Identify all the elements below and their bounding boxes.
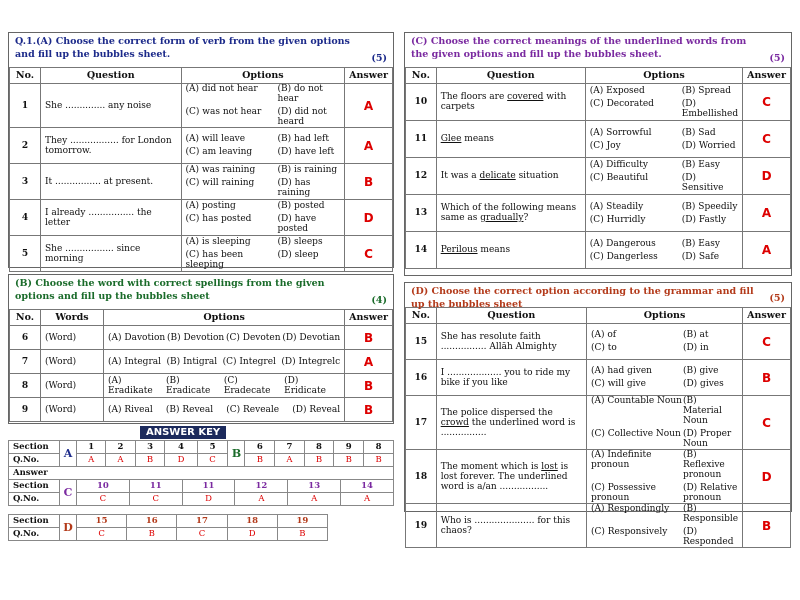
col-words: Words [41,310,104,326]
answer-letter: D [743,450,791,504]
row-number: 2 [10,128,41,164]
col-no: No. [10,68,41,84]
question-text: She .............. any noise [41,84,182,128]
option-a: (A) Countable Noun [590,396,682,406]
row-number: 12 [406,158,437,195]
answer-letter: C [743,121,791,158]
col-options: Options [104,310,345,326]
question-post: is lost forever. The underlined word is a/an ................. [440,461,569,492]
option-a: (A) is sleeping [185,237,251,247]
table-row [10,236,393,272]
section-b-title: (B) Choose the word with correct spellings from the given options and fill up the bubbles sheet (4) [15,278,387,306]
row-number: 8 [10,374,41,398]
option-b: (B) Devotion [166,332,225,343]
row-number: 1 [10,84,41,128]
table-row [10,128,393,164]
answer-letter: B [345,398,393,422]
section-c-marks: (5) [769,53,785,64]
row-number: 9 [10,398,41,422]
question-post: ? [523,213,529,223]
question-text [436,360,586,396]
table-row [406,158,791,195]
options-cell [585,84,742,121]
option-d: (D) Worried [681,140,736,151]
word-placeholder: (Word) [41,374,104,398]
table-row [406,232,791,269]
col-question: Question [436,308,586,324]
answer-letter: A [345,350,393,374]
options-cell [181,128,345,164]
answer-letter: B [345,164,393,200]
options-group [108,333,340,343]
options-cell [181,84,345,128]
answer-letter: A [345,128,393,164]
question-text [436,158,585,195]
answer-letter: D [345,200,393,236]
option-b: (B) do not hear [277,84,323,104]
row-number: 13 [406,195,437,232]
options-group [186,237,341,270]
answer-key-ab: Section A 1 2 3 4 5 B 6 7 8 9 8 Q.No. A A B D C B A B B B Answer [8,440,394,479]
col-no: No. [10,310,41,326]
question-text [436,195,585,232]
option-c: (C) Collective Noun [590,429,681,439]
option-a: (A) was raining [185,165,256,175]
answer-letter: B [743,504,791,548]
option-b: (B) Spread [681,85,731,96]
option-a: (A) Integral [108,356,161,367]
row-number: 14 [406,232,437,269]
question-text [436,232,585,269]
options-group [108,376,340,396]
option-b: (B) Easy [681,238,720,249]
table-row [10,200,393,236]
section-a-title: Q.1.(A) Choose the correct form of verb from the given options and fill up the bubbles sheet. (5) [15,36,387,64]
option-d: (D) Proper Noun [682,429,732,449]
options-group [108,405,340,415]
options-group [591,504,738,547]
row-number: 4 [10,200,41,236]
question-pre: She has resolute faith ................ Allāh Almighty [440,331,557,352]
table-row [10,350,393,374]
option-b: (B) give [682,366,719,376]
option-d: (D) Relative pronoun [682,483,738,503]
section-b-marks: (4) [371,295,387,306]
section-c-table [405,67,791,269]
options-group [590,128,738,151]
underlined-word: gradually [480,213,524,223]
options-group [590,202,738,225]
answer-letter: A [743,232,791,269]
section-b-panel [8,274,394,424]
option-a: (A) Difficulty [589,159,648,170]
option-d: (D) have posted [277,214,317,234]
option-c: (C) Possessive pronoun [590,483,656,503]
table-row [406,121,791,158]
option-b: (B) Reflexive pronoun [682,450,725,480]
answer-letter: A [345,84,393,128]
option-c: (C) Decorated [589,98,654,109]
option-a: (A) Eradikate [108,375,153,396]
option-c: (C) Integrel [222,356,276,367]
question-text: They ................. for London tomorrow. [41,128,182,164]
option-c: (C) Dangerless [589,251,658,262]
table-row [406,84,791,121]
row-number: 11 [406,121,437,158]
col-no: No. [406,308,437,324]
question-text: I already ................ the letter [41,200,182,236]
option-d: (D) Fastly [681,214,727,225]
question-post: means [477,245,511,255]
section-a-marks: (5) [371,53,387,64]
col-answer: Answer [345,68,393,84]
table-row [406,504,791,548]
option-c: (C) Hurridly [589,214,646,225]
question-pre: The floors are [440,92,508,102]
col-options: Options [181,68,345,84]
option-b: (B) Intigral [166,356,218,367]
option-b: (B) sleeps [277,237,323,247]
option-d: (D) Reveal [292,404,341,415]
option-c: (C) will raining [185,178,255,188]
question-pre: Which of the following means same as [440,203,577,223]
underlined-word: lost [541,461,558,472]
option-a: (A) Davotion [108,332,166,343]
options-cell [104,326,345,350]
options-cell [104,350,345,374]
word-placeholder: (Word) [41,350,104,374]
option-b: (B) had left [277,134,329,144]
underlined-word: crowd [440,417,469,428]
underlined-word: Perilous [440,245,478,255]
question-text: She ................. since morning [41,236,182,272]
option-c: (C) will give [590,379,646,389]
table-row [406,360,791,396]
answer-letter: D [743,158,791,195]
question-text [436,324,586,360]
option-d: (D) Eridicate [284,375,326,396]
option-c: (C) Eradecate [223,375,271,396]
question-text [436,504,586,548]
section-a-table [9,67,393,272]
option-c: (C) has posted [185,214,252,224]
question-post: situation [515,171,559,181]
options-cell [585,232,742,269]
option-c: (C) Reveale [226,404,280,415]
option-c: (C) Devoten [225,332,281,343]
col-options: Options [585,68,742,84]
options-group [591,366,738,389]
question-text [436,450,586,504]
options-cell [104,374,345,398]
option-b: (B) Easy [681,159,720,170]
question-text: It ................ at present. [41,164,182,200]
row-number: 15 [406,324,437,360]
option-a: (A) of [590,330,617,340]
options-cell [585,195,742,232]
row-number: 6 [10,326,41,350]
options-cell [181,236,345,272]
option-b: (B) Material Noun [682,396,722,426]
answer-key-d: Section D 15 16 17 18 19 Q.No. C B C D B [8,514,328,541]
col-answer: Answer [743,68,791,84]
question-pre: I ................... you to ride my bike if you like [440,367,571,388]
option-a: (A) Steadily [589,201,644,212]
option-d: (D) Safe [681,251,720,262]
table-row [406,324,791,360]
table-row [10,84,393,128]
question-pre: The moment which is [440,461,542,472]
option-d: (D) Embellished [681,98,739,119]
section-a-panel [8,32,394,268]
col-options: Options [586,308,742,324]
answer-letter: B [743,360,791,396]
key-section-b: B [228,441,245,467]
underlined-word: Glee [440,134,462,144]
table-row [10,374,393,398]
section-d-marks: (5) [769,293,785,304]
word-placeholder: (Word) [41,398,104,422]
section-d-table [405,307,791,548]
table-row [406,450,791,504]
key-section-c: C [60,480,77,506]
question-post: the underlined word is ................ [440,417,576,438]
option-c: (C) to [590,343,617,353]
answer-letter: A [743,195,791,232]
table-row [10,164,393,200]
table-row [10,398,393,422]
row-number: 7 [10,350,41,374]
option-d: (D) Devotian [282,332,341,343]
option-d: (D) has raining [277,178,311,198]
option-d: (D) Responded [682,527,734,547]
option-b: (B) Speedily [681,201,738,212]
question-text [436,84,585,121]
question-pre: Who is ..................... for this chaos? [440,515,571,536]
option-a: (A) Respondingly [590,504,670,514]
option-a: (A) Sorrowful [589,127,652,138]
options-cell [104,398,345,422]
option-d: (D) did not heard [277,107,327,127]
option-d: (D) gives [682,379,724,389]
option-b: (B) Sad [681,127,716,138]
section-d-panel [404,282,792,547]
options-group [186,84,341,127]
col-answer: Answer [345,310,393,326]
option-a: (A) Indefinite pronoun [590,450,652,470]
answer-letter: B [345,326,393,350]
options-group [186,201,341,234]
options-group [590,86,738,119]
option-a: (A) will leave [185,134,246,144]
question-pre: It was a [440,171,480,181]
options-cell [586,450,742,504]
col-no: No. [406,68,437,84]
option-b: (B) Reveal [165,404,214,415]
answer-letter: C [743,324,791,360]
options-group [591,330,738,353]
answer-key-c: Section C 10 11 11 12 13 14 Q.No. C C D A A A [8,479,394,506]
options-group [186,165,341,198]
option-a: (A) Dangerous [589,238,656,249]
col-question: Question [41,68,182,84]
options-cell [586,504,742,548]
options-group [590,239,738,262]
options-cell [586,324,742,360]
underlined-word: delicate [479,171,516,181]
options-group [591,396,738,449]
answer-letter: C [743,396,791,450]
col-question: Question [436,68,585,84]
col-answer: Answer [743,308,791,324]
row-number: 10 [406,84,437,121]
option-d: (D) Integrelc [281,356,341,367]
option-a: (A) did not hear [185,84,258,94]
options-cell [585,158,742,195]
question-post: with carpets [440,92,567,112]
question-text [436,121,585,158]
option-a: (A) Riveal [108,404,153,415]
row-number: 5 [10,236,41,272]
option-c: (C) Joy [589,140,621,151]
row-number: 19 [406,504,437,548]
section-c-title: (C) Choose the correct meanings of the underlined words from the given options and fill up the bubbles sheet. (5) [411,36,785,64]
option-c: (C) Responsively [590,527,668,537]
table-row [406,396,791,450]
question-pre: The police dispersed the [440,407,553,418]
answer-key [8,428,394,541]
option-b: (B) at [682,330,709,340]
option-b: (B) posted [277,201,325,211]
row-number: 3 [10,164,41,200]
answer-letter: C [743,84,791,121]
option-c: (C) has been sleeping [185,250,244,270]
options-cell [586,360,742,396]
section-b-table [9,309,393,422]
option-b: (B) Eradicate [166,375,211,396]
options-cell [585,121,742,158]
question-post: means [461,134,494,144]
options-cell [586,396,742,450]
section-c-panel [404,32,792,276]
option-a: (A) had given [590,366,652,376]
option-c: (C) am leaving [185,147,253,157]
option-d: (D) sleep [277,250,319,260]
key-section-a: A [60,441,77,467]
row-number: 16 [406,360,437,396]
options-cell [181,164,345,200]
option-a: (A) posting [185,201,236,211]
option-b: (B) is raining [277,165,338,175]
options-group [591,450,738,503]
options-group [590,160,738,193]
key-section-d: D [60,515,77,541]
row-number: 18 [406,450,437,504]
word-placeholder: (Word) [41,326,104,350]
option-b: (B) Responsible [682,504,739,524]
table-row [406,195,791,232]
question-text [436,396,586,450]
option-c: (C) Beautiful [589,172,649,183]
row-number: 17 [406,396,437,450]
table-row [10,326,393,350]
option-a: (A) Exposed [589,85,645,96]
section-d-title: (D) Choose the correct option according to the grammar and fill up the bubbles sheet (5) [411,286,785,310]
answer-key-title: ANSWER KEY [140,426,226,439]
underlined-word: covered [507,92,544,102]
option-c: (C) was not hear [185,107,262,117]
answer-letter: C [345,236,393,272]
answer-letter: B [345,374,393,398]
option-d: (D) have left [277,147,335,157]
option-d: (D) Sensitive [681,172,724,193]
options-cell [181,200,345,236]
options-group [186,134,341,157]
options-group [108,357,340,367]
option-d: (D) in [682,343,709,353]
